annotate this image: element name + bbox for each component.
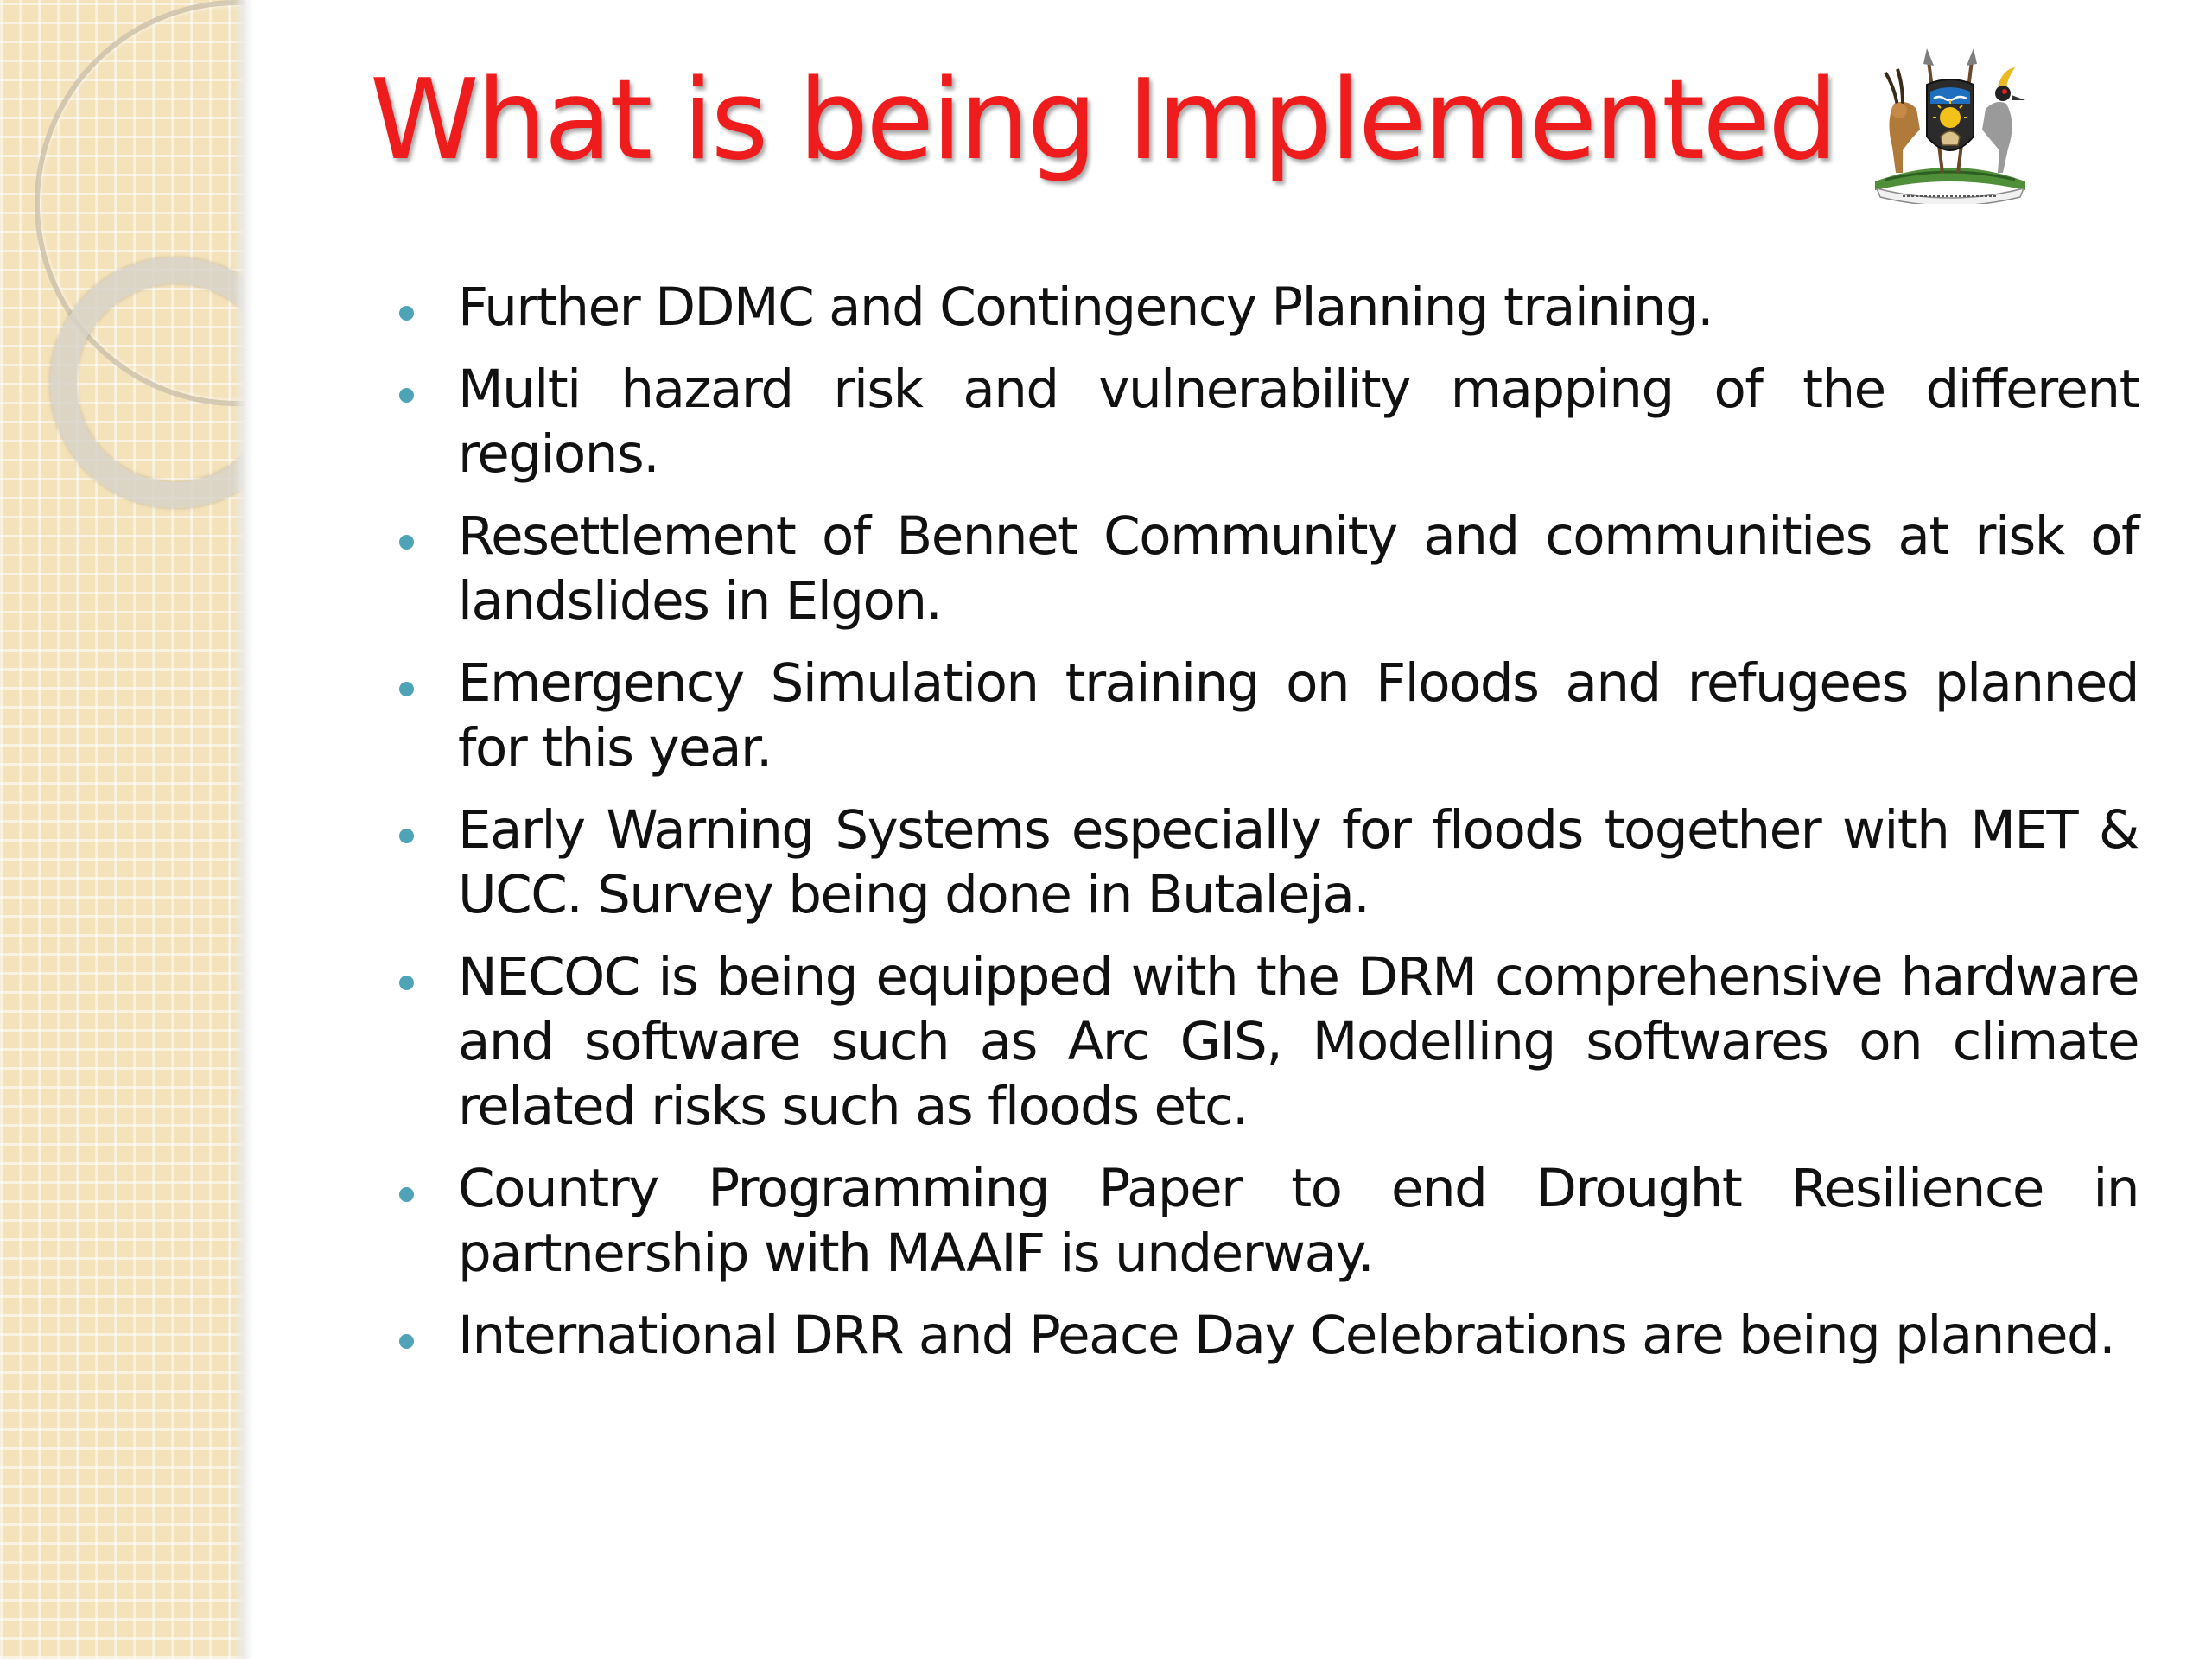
bullet-dot-icon [399, 388, 414, 403]
bullet-text: Country Programming Paper to end Drought Resilience in partnership with MAAIF is underway. [458, 1158, 2139, 1284]
list-item [389, 504, 2139, 633]
list-item [389, 651, 2139, 780]
side-panel-edge [233, 0, 254, 1659]
bullet-text: Multi hazard risk and vulnerability mapping of the different regions. [458, 359, 2139, 485]
list-item [389, 944, 2139, 1139]
slide-title: What is being Implemented [370, 56, 1836, 185]
bullet-dot-icon [399, 1334, 414, 1349]
bullet-dot-icon [399, 829, 414, 843]
list-item [389, 1156, 2139, 1286]
list-item [389, 798, 2139, 927]
bullet-dot-icon [399, 1187, 414, 1202]
bullet-list [389, 275, 2139, 1385]
bullet-text: NECOC is being equipped with the DRM comprehensive hardware and software such as Arc GIS, Modelling softwares on climate related risks such as floods etc. [458, 946, 2139, 1137]
uganda-coat-of-arms-icon [1859, 43, 2041, 204]
decorative-side-panel [0, 0, 245, 1659]
bullet-dot-icon [399, 535, 414, 550]
list-item [389, 275, 2139, 340]
bullet-dot-icon [399, 976, 414, 990]
bullet-text: Emergency Simulation training on Floods and refugees planned for this year. [458, 652, 2139, 779]
bullet-text: Early Warning Systems especially for floods together with MET & UCC. Survey being done in Butaleja. [458, 799, 2139, 925]
list-item [389, 1303, 2139, 1368]
bullet-dot-icon [399, 682, 414, 696]
bullet-dot-icon [399, 306, 414, 321]
bullet-text: Further DDMC and Contingency Planning training. [458, 276, 1713, 338]
bullet-text: Resettlement of Bennet Community and communities at risk of landslides in Elgon. [458, 505, 2139, 632]
bullet-text: International DRR and Peace Day Celebrations are being planned. [458, 1305, 2115, 1366]
list-item [389, 357, 2139, 486]
